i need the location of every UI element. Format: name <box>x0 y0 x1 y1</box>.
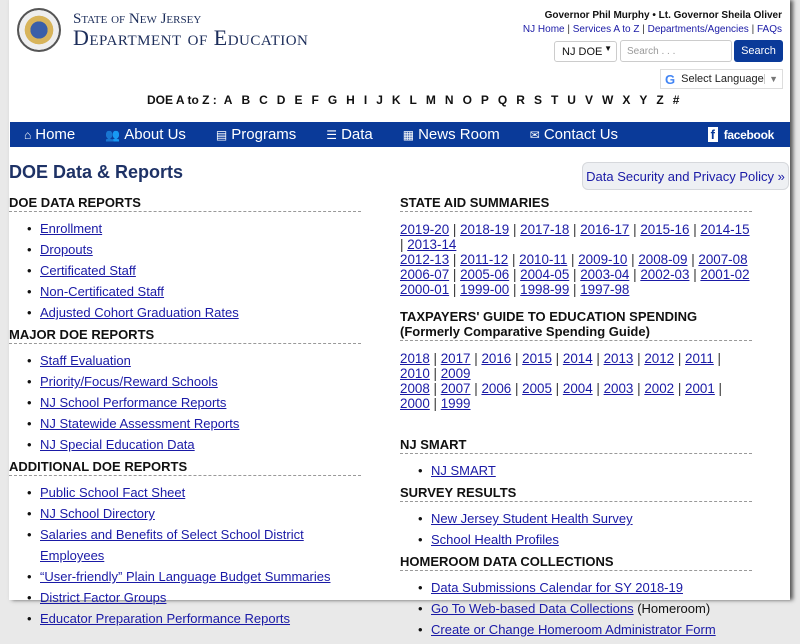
az-letter-r[interactable]: R <box>516 93 525 107</box>
link-nj-statewide-assessment-reports[interactable]: NJ Statewide Assessment Reports <box>40 416 240 431</box>
link-certificated-staff[interactable]: Certificated Staff <box>40 263 136 278</box>
link-educator-preparation-performance-reports[interactable]: Educator Preparation Performance Reports <box>40 611 291 626</box>
year-link-1999-00[interactable]: 1999-00 <box>460 282 510 297</box>
year-link-2002-03[interactable]: 2002-03 <box>640 267 690 282</box>
section-major-doe-reports <box>9 327 361 455</box>
link-dropouts[interactable]: Dropouts <box>40 242 93 257</box>
section-heading: HOMEROOM DATA COLLECTIONS <box>400 554 752 571</box>
link-school-health-profiles[interactable]: School Health Profiles <box>431 532 559 547</box>
link-nj-smart[interactable]: NJ SMART <box>431 463 496 478</box>
state-aid-years <box>400 222 752 297</box>
az-letter-q[interactable]: Q <box>497 93 508 107</box>
caret-down-icon: ▼ <box>604 44 612 53</box>
book-icon: ▤ <box>215 127 228 142</box>
nav-contact-us[interactable] <box>530 126 618 143</box>
list-item <box>9 218 361 239</box>
year-row: 2008 | 2007 | 2006 | 2005 | 2004 | 2003 | 2002 | 2001 | 2000 | 1999 <box>400 381 723 411</box>
taxpayers-years <box>400 351 752 411</box>
az-letter-a[interactable]: A <box>223 93 233 107</box>
year-link-2013[interactable]: 2013 <box>603 351 634 366</box>
az-letter-k[interactable]: K <box>391 93 401 107</box>
link-nj-school-performance-reports[interactable]: NJ School Performance Reports <box>40 395 227 410</box>
list-item <box>9 392 361 413</box>
az-letter-h[interactable]: H <box>346 93 355 107</box>
year-link-2010-11[interactable]: 2010-11 <box>519 252 568 267</box>
link-list <box>9 482 361 629</box>
link-list <box>9 350 361 455</box>
link-staff-evaluation[interactable]: Staff Evaluation <box>40 353 131 368</box>
section-nj-smart <box>400 437 752 481</box>
logo-line1: State of New Jersey <box>73 11 202 27</box>
nav-about-us[interactable] <box>105 126 186 143</box>
year-link-2012[interactable]: 2012 <box>644 351 675 366</box>
az-letter-i[interactable]: I <box>363 93 368 107</box>
link-list <box>9 218 361 323</box>
logo[interactable] <box>17 8 308 52</box>
language-label: Select Language <box>681 73 764 85</box>
link-list <box>400 577 752 640</box>
az-letter-p[interactable]: P <box>480 93 489 107</box>
az-letter-m[interactable]: M <box>425 93 436 107</box>
link-nj-special-education-data[interactable]: NJ Special Education Data <box>40 437 195 452</box>
year-link-2005[interactable]: 2005 <box>522 381 552 396</box>
nav-news-room[interactable] <box>403 126 500 143</box>
taxpayers-heading <box>400 309 752 341</box>
privacy-policy-button[interactable]: Data Security and Privacy Policy » <box>582 162 789 190</box>
year-link-2006[interactable]: 2006 <box>481 381 512 396</box>
list-item <box>400 598 752 619</box>
list-item <box>9 434 361 455</box>
year-link-2011-12[interactable]: 2011-12 <box>460 252 509 267</box>
section-heading: NJ SMART <box>400 437 752 454</box>
link-list <box>400 508 752 550</box>
az-letter-num[interactable]: # <box>672 93 680 107</box>
list-item <box>400 619 752 640</box>
left-column <box>9 195 361 633</box>
year-link-2007[interactable]: 2007 <box>440 381 471 396</box>
list-item <box>9 281 361 302</box>
list-item <box>9 260 361 281</box>
link-district-factor-groups[interactable]: District Factor Groups <box>40 590 167 605</box>
az-letter-l[interactable]: L <box>409 93 417 107</box>
link-enrollment[interactable]: Enrollment <box>40 221 103 236</box>
list-item <box>9 524 361 566</box>
year-link-2012-13[interactable]: 2012-13 <box>400 252 450 267</box>
year-link-2018-19[interactable]: 2018-19 <box>460 222 510 237</box>
section-heading: DOE DATA REPORTS <box>9 195 361 212</box>
link-public-school-fact-sheet[interactable]: Public School Fact Sheet <box>40 485 186 500</box>
az-letter-t[interactable]: T <box>550 93 559 107</box>
state-aid-heading: STATE AID SUMMARIES <box>400 195 752 212</box>
year-link-2005-06[interactable]: 2005-06 <box>460 267 510 282</box>
year-link-2003-04[interactable]: 2003-04 <box>580 267 630 282</box>
list-item <box>9 302 361 323</box>
section-heading: ADDITIONAL DOE REPORTS <box>9 459 361 476</box>
list-item <box>9 482 361 503</box>
list-item <box>400 460 752 481</box>
az-letter-b[interactable]: B <box>241 93 251 107</box>
az-letter-v[interactable]: V <box>584 93 593 107</box>
search-input[interactable]: Search . . . <box>620 40 732 62</box>
link-create-or-change-homeroom-administrator-form[interactable]: Create or Change Homeroom Administrator Form <box>431 622 716 637</box>
list-item <box>400 577 752 598</box>
google-icon: G <box>665 71 676 87</box>
year-link-2004-05[interactable]: 2004-05 <box>520 267 570 282</box>
year-link-2014[interactable]: 2014 <box>562 351 593 366</box>
link-new-jersey-student-health-survey[interactable]: New Jersey Student Health Survey <box>431 511 633 526</box>
nav-data[interactable] <box>326 126 372 143</box>
newspaper-icon: ▦ <box>402 127 415 142</box>
link-user-friendly-plain-language-budget-summaries[interactable]: “User-friendly” Plain Language Budget Summaries <box>40 569 331 584</box>
az-letter-n[interactable]: N <box>444 93 454 107</box>
governor-line: Governor Phil Murphy • Lt. Governor Sheila Oliver <box>544 10 782 21</box>
list-item <box>9 587 361 608</box>
year-link-2015[interactable]: 2015 <box>522 351 552 366</box>
nav-facebook[interactable] <box>708 127 774 142</box>
caret-down-icon: ▼ <box>764 74 778 84</box>
main-nav <box>10 122 790 147</box>
right-column <box>400 195 752 644</box>
list-item <box>9 371 361 392</box>
page <box>9 0 790 637</box>
az-letter-u[interactable]: U <box>567 93 576 107</box>
section-doe-data-reports <box>9 195 361 323</box>
services-link[interactable]: Services A to Z <box>572 24 640 35</box>
section-additional-doe-reports <box>9 459 361 629</box>
year-link-1999[interactable]: 1999 <box>440 396 471 411</box>
section-homeroom-data-collections <box>400 554 752 640</box>
faqs-link[interactable]: FAQs <box>756 24 782 35</box>
az-letter-f[interactable]: F <box>311 93 319 107</box>
year-link-2015-16[interactable]: 2015-16 <box>640 222 690 237</box>
link-priority-focus-reward-schools[interactable]: Priority/Focus/Reward Schools <box>40 374 218 389</box>
year-link-2009[interactable]: 2009 <box>440 366 471 381</box>
year-link-2006-07[interactable]: 2006-07 <box>400 267 450 282</box>
list-item <box>9 350 361 371</box>
year-row: 2000-01 | 1999-00 | 1998-99 | 1997-98 <box>400 282 630 297</box>
link-nj-school-directory[interactable]: NJ School Directory <box>40 506 155 521</box>
year-link-2008-09[interactable]: 2008-09 <box>638 252 688 267</box>
az-letter-x[interactable]: X <box>622 93 631 107</box>
az-letter-z[interactable]: Z <box>656 93 664 107</box>
az-letter-o[interactable]: O <box>462 93 472 107</box>
year-link-2001-02[interactable]: 2001-02 <box>700 267 750 282</box>
departments-link[interactable]: Departments/Agencies <box>647 24 749 35</box>
year-row: 2006-07 | 2005-06 | 2004-05 | 2003-04 | 2002-03 | 2001-02 <box>400 267 750 282</box>
year-link-2009-10[interactable]: 2009-10 <box>578 252 628 267</box>
year-link-2018[interactable]: 2018 <box>400 351 430 366</box>
year-link-2004[interactable]: 2004 <box>562 381 593 396</box>
year-link-2016-17[interactable]: 2016-17 <box>580 222 630 237</box>
nav-label: Data <box>341 126 373 143</box>
nav-home[interactable] <box>24 126 75 143</box>
link-adjusted-cohort-graduation-rates[interactable]: Adjusted Cohort Graduation Rates <box>40 305 239 320</box>
nav-label: News Room <box>418 126 500 143</box>
list-item <box>9 608 361 629</box>
nav-label: Contact Us <box>543 126 619 143</box>
year-link-2000[interactable]: 2000 <box>400 396 430 411</box>
nav-label: About Us <box>124 126 186 143</box>
link-data-submissions-calendar-for-sy-2018-19[interactable]: Data Submissions Calendar for SY 2018-19 <box>431 580 683 595</box>
home-icon: ⌂ <box>24 127 32 142</box>
nj-home-link[interactable]: NJ Home <box>522 24 565 35</box>
year-link-2016[interactable]: 2016 <box>481 351 512 366</box>
section-heading: MAJOR DOE REPORTS <box>9 327 361 344</box>
link-salaries-and-benefits-of-select-school-district-employees[interactable]: Salaries and Benefits of Select School District Employees <box>40 527 304 563</box>
scope-value: NJ DOE <box>562 46 603 58</box>
list-item <box>9 239 361 260</box>
year-link-1998-99[interactable]: 1998-99 <box>520 282 570 297</box>
year-link-2017[interactable]: 2017 <box>440 351 471 366</box>
year-link-2007-08[interactable]: 2007-08 <box>698 252 748 267</box>
year-link-2003[interactable]: 2003 <box>603 381 634 396</box>
link-go-to-web-based-data-collections[interactable]: Go To Web-based Data Collections <box>431 601 634 616</box>
nav-programs[interactable] <box>216 126 296 143</box>
year-link-2019-20[interactable]: 2019-20 <box>400 222 450 237</box>
search-button[interactable]: Search <box>734 40 783 62</box>
year-link-2010[interactable]: 2010 <box>400 366 430 381</box>
az-letter-d[interactable]: D <box>276 93 286 107</box>
list-item <box>9 566 361 587</box>
taxpayers-subtitle: (Formerly Comparative Spending Guide) <box>400 324 650 339</box>
year-link-2011[interactable]: 2011 <box>685 351 714 366</box>
scope-select[interactable] <box>554 41 617 62</box>
envelope-icon: ✉ <box>529 127 540 142</box>
year-link-2000-01[interactable]: 2000-01 <box>400 282 450 297</box>
nav-label: Home <box>35 126 76 143</box>
year-link-2014-15[interactable]: 2014-15 <box>700 222 750 237</box>
az-letter-s[interactable]: S <box>533 93 542 107</box>
taxpayers-title: TAXPAYERS' GUIDE TO EDUCATION SPENDING <box>400 309 698 324</box>
year-row: 2018 | 2017 | 2016 | 2015 | 2014 | 2013 | 2012 | 2011 | 2010 | 2009 <box>400 351 722 381</box>
year-link-1997-98[interactable]: 1997-98 <box>580 282 630 297</box>
a-to-z-bar <box>147 93 679 107</box>
year-link-2008[interactable]: 2008 <box>400 381 430 396</box>
link-non-certificated-staff[interactable]: Non-Certificated Staff <box>40 284 165 299</box>
az-letter-g[interactable]: G <box>327 93 338 107</box>
az-letter-w[interactable]: W <box>601 93 614 107</box>
nav-label: Programs <box>231 126 297 143</box>
link-suffix: (Homeroom) <box>633 601 711 616</box>
az-letter-e[interactable]: E <box>294 93 303 107</box>
section-survey-results <box>400 485 752 550</box>
facebook-icon: f <box>708 127 718 142</box>
users-icon: 👥 <box>105 127 121 142</box>
database-icon: ☰ <box>326 127 338 142</box>
a-to-z-label: DOE A to Z : <box>147 93 217 107</box>
nav-label: facebook <box>723 127 774 142</box>
az-letter-y[interactable]: Y <box>639 93 648 107</box>
year-link-2002[interactable]: 2002 <box>644 381 675 396</box>
az-letter-c[interactable]: C <box>259 93 268 107</box>
language-select[interactable] <box>660 69 783 89</box>
section-heading: SURVEY RESULTS <box>400 485 752 502</box>
nj-seal-icon <box>17 8 61 52</box>
list-item <box>9 413 361 434</box>
logo-line2: Department of Education <box>73 25 309 50</box>
year-row: 2019-20 | 2018-19 | 2017-18 | 2016-17 | 2015-16 | 2014-15 | 2013-14 <box>400 222 750 252</box>
top-links: NJ Home | Services A to Z | Departments/Agencies | FAQs <box>522 24 782 35</box>
year-link-2017-18[interactable]: 2017-18 <box>520 222 570 237</box>
year-link-2013-14[interactable]: 2013-14 <box>407 237 457 252</box>
year-link-2001[interactable]: 2001 <box>685 381 715 396</box>
list-item <box>400 508 752 529</box>
link-list <box>400 460 752 481</box>
list-item <box>400 529 752 550</box>
year-row: 2012-13 | 2011-12 | 2010-11 | 2009-10 | 2008-09 | 2007-08 <box>400 252 748 267</box>
list-item <box>9 503 361 524</box>
az-letter-j[interactable]: J <box>376 93 383 107</box>
page-title: DOE Data & Reports <box>9 162 184 182</box>
